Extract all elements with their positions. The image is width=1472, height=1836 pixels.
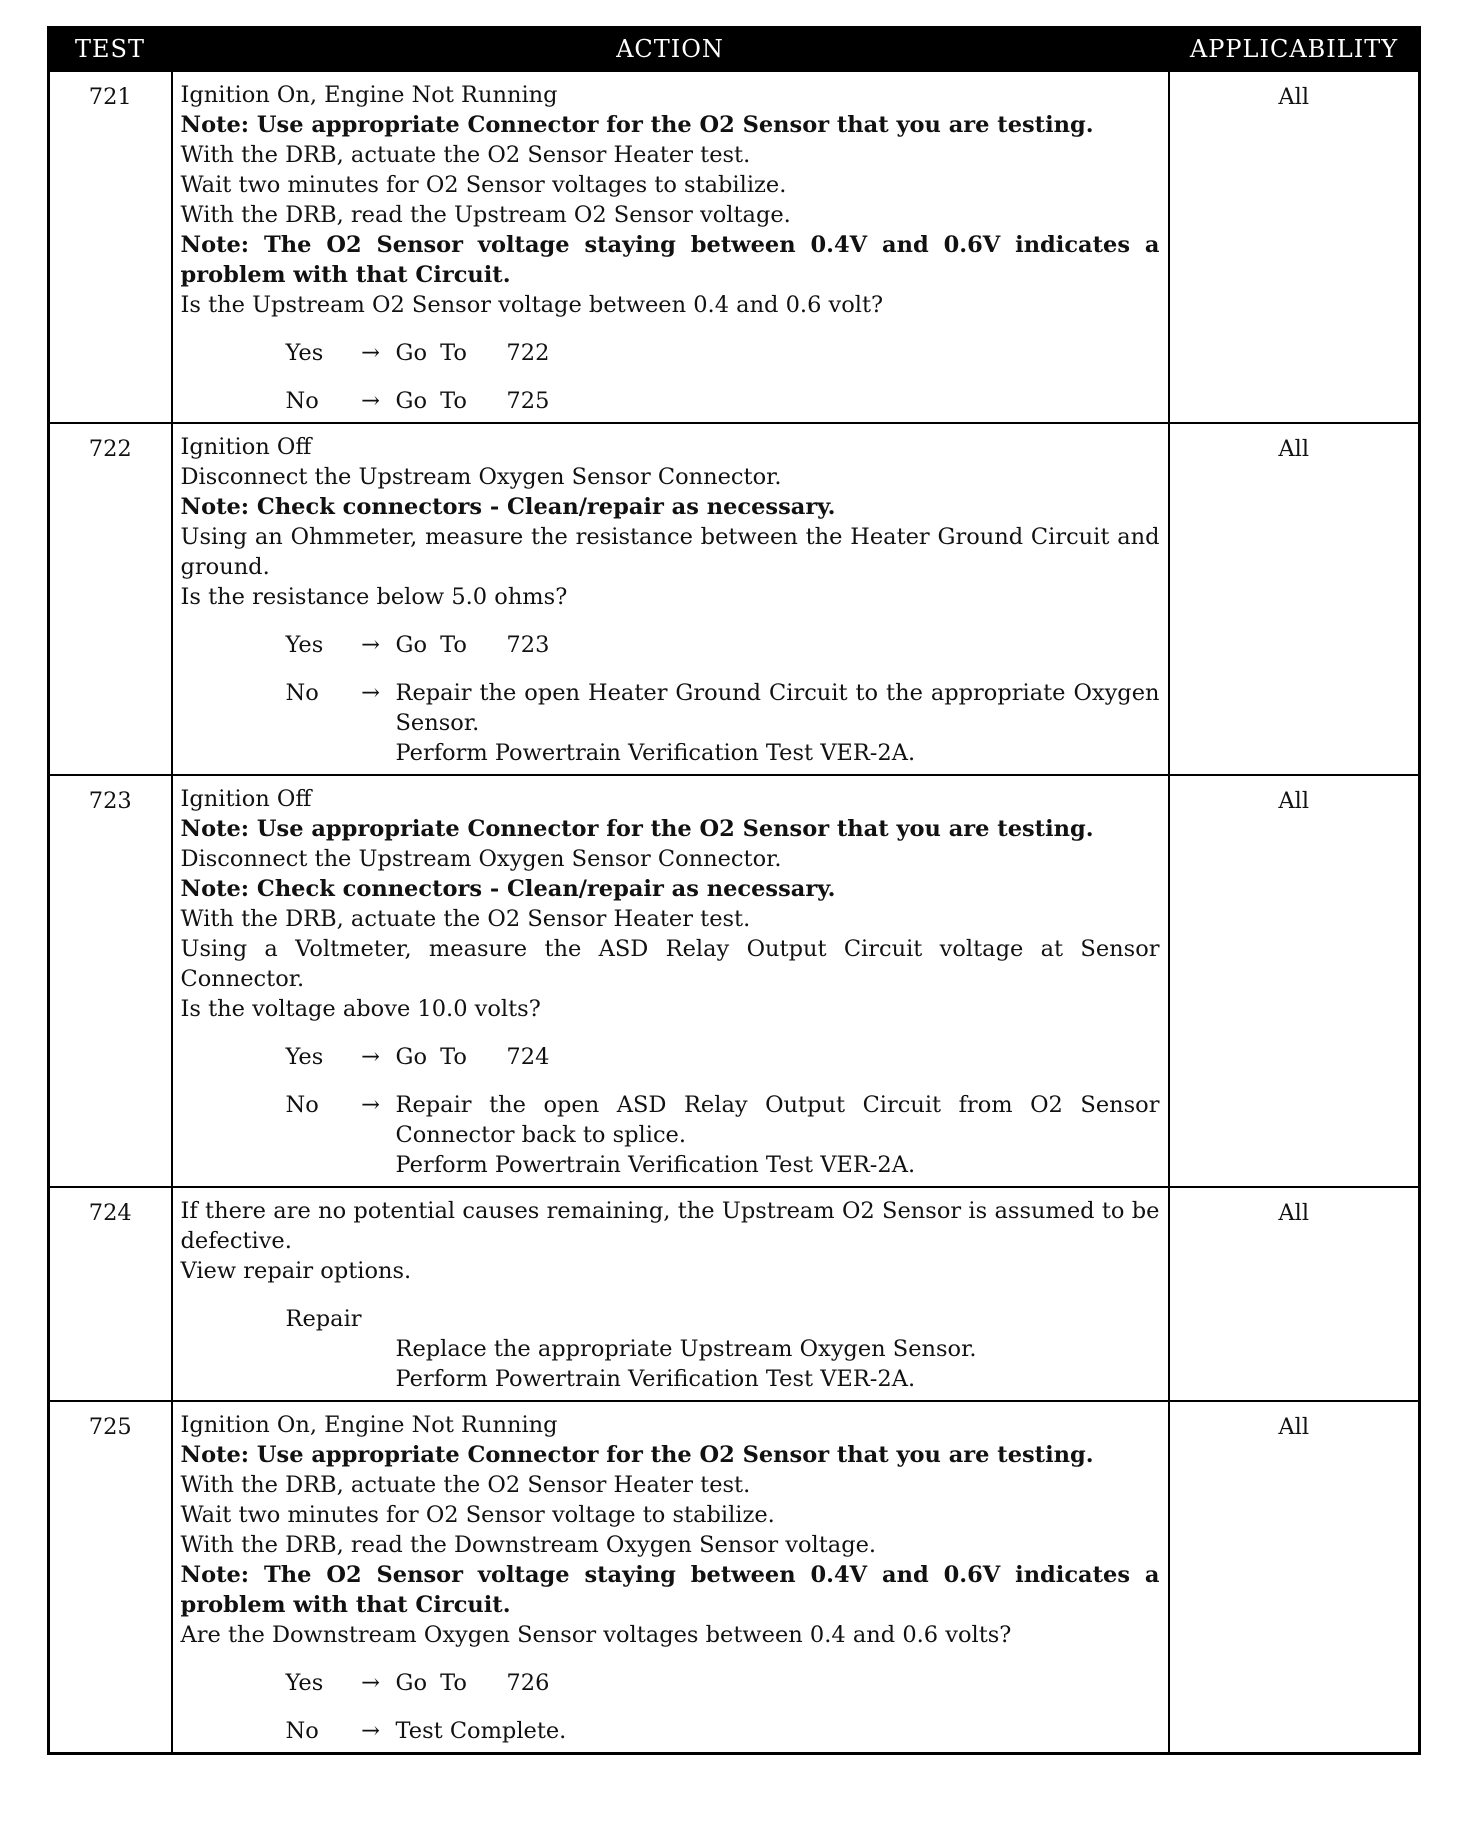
action-step: If there are no potential causes remaining, the Upstream O2 Sensor is assumed to be defective. [180, 1198, 1160, 1254]
option-result-line: Go To 723 [395, 632, 550, 658]
decision-option [181, 386, 1160, 416]
action-step: Ignition On, Engine Not Running [180, 1412, 558, 1438]
decision-option [181, 338, 1160, 368]
action-note: Note: The O2 Sensor voltage staying between 0.4V and 0.6V indicates a problem with that Circuit. [180, 1562, 1160, 1618]
option-result-line: Test Complete. [395, 1718, 567, 1744]
repair-label: Repair [285, 1306, 362, 1332]
option-result-line: Perform Powertrain Verification Test VER-2A. [395, 1152, 916, 1178]
action-step: Using an Ohmmeter, measure the resistance between the Heater Ground Circuit and ground. [180, 524, 1160, 580]
repair-step: Replace the appropriate Upstream Oxygen Sensor. [395, 1336, 977, 1362]
option-result-line: Go To 722 [395, 340, 550, 366]
action-step: Wait two minutes for O2 Sensor voltages to stabilize. [180, 172, 787, 198]
option-label: No [285, 1092, 319, 1118]
test-number: 721 [49, 71, 172, 424]
action-note: Note: Check connectors - Clean/repair as necessary. [180, 876, 836, 902]
action-step: Is the resistance below 5.0 ohms? [180, 584, 568, 610]
action-note: Note: Check connectors - Clean/repair as necessary. [180, 494, 836, 520]
decision-option [181, 1668, 1160, 1698]
test-number: 724 [49, 1187, 172, 1401]
diagnostic-test-table [47, 26, 1421, 1755]
option-label: Yes [285, 340, 324, 366]
action-note: Note: Use appropriate Connector for the O2 Sensor that you are testing. [180, 1442, 1094, 1468]
action-step: Wait two minutes for O2 Sensor voltage to stabilize. [180, 1502, 775, 1528]
option-result-line: Go To 726 [395, 1670, 550, 1696]
arrow-right-icon: → [361, 1044, 380, 1070]
option-label: Yes [285, 1044, 324, 1070]
table-row [49, 71, 1420, 424]
action-cell [172, 71, 1169, 424]
repair-step: Perform Powertrain Verification Test VER-2A. [395, 1366, 916, 1392]
option-result [396, 1668, 1160, 1698]
action-note: Note: Use appropriate Connector for the O2 Sensor that you are testing. [180, 112, 1094, 138]
action-step: Is the voltage above 10.0 volts? [180, 996, 541, 1022]
option-result-line: Perform Powertrain Verification Test VER-2A. [395, 740, 916, 766]
table-header-row [49, 28, 1420, 71]
test-number: 725 [49, 1401, 172, 1754]
action-step: With the DRB, actuate the O2 Sensor Heater test. [180, 1472, 751, 1498]
table-row [49, 775, 1420, 1187]
option-result [396, 338, 1160, 368]
decision-option [181, 630, 1160, 660]
action-cell [172, 423, 1169, 775]
arrow-right-icon: → [361, 388, 380, 414]
table-body [49, 71, 1420, 1754]
action-step: Ignition Off [180, 786, 312, 812]
table-row [49, 423, 1420, 775]
option-result [396, 678, 1160, 768]
action-note: Note: Use appropriate Connector for the O2 Sensor that you are testing. [180, 816, 1094, 842]
action-step: Ignition Off [180, 434, 312, 460]
action-step: Using a Voltmeter, measure the ASD Relay Output Circuit voltage at Sensor Connector. [180, 936, 1160, 992]
header-test: TEST [49, 28, 172, 71]
action-step: With the DRB, actuate the O2 Sensor Heater test. [180, 142, 751, 168]
option-label: Yes [285, 632, 324, 658]
option-result [396, 1042, 1160, 1072]
arrow-right-icon: → [361, 340, 380, 366]
action-cell [172, 775, 1169, 1187]
option-result [396, 630, 1160, 660]
decision-option [181, 678, 1160, 768]
decision-option [181, 1090, 1160, 1180]
action-step: With the DRB, read the Downstream Oxygen Sensor voltage. [180, 1532, 877, 1558]
option-result-line: Repair the open Heater Ground Circuit to the appropriate Oxygen Sensor. [395, 680, 1160, 736]
applicability: All [1169, 71, 1420, 424]
option-result [396, 1716, 1160, 1746]
diagnostic-test-table-sheet [47, 26, 1421, 1755]
option-label: No [285, 388, 319, 414]
decision-option [181, 1042, 1160, 1072]
table-row [49, 1401, 1420, 1754]
arrow-right-icon: → [361, 1092, 380, 1118]
action-cell [172, 1187, 1169, 1401]
action-step: Disconnect the Upstream Oxygen Sensor Connector. [180, 846, 782, 872]
test-number: 722 [49, 423, 172, 775]
option-label: No [285, 680, 319, 706]
action-step: View repair options. [180, 1258, 412, 1284]
action-step: Ignition On, Engine Not Running [180, 82, 558, 108]
option-result-line: Go To 725 [395, 388, 550, 414]
option-result [396, 386, 1160, 416]
applicability: All [1169, 423, 1420, 775]
action-step: Is the Upstream O2 Sensor voltage between 0.4 and 0.6 volt? [180, 292, 884, 318]
applicability: All [1169, 775, 1420, 1187]
action-step: With the DRB, read the Upstream O2 Sensor voltage. [180, 202, 791, 228]
option-result-line: Go To 724 [395, 1044, 550, 1070]
arrow-right-icon: → [361, 1718, 380, 1744]
arrow-right-icon: → [361, 632, 380, 658]
header-applicability: APPLICABILITY [1169, 28, 1420, 71]
action-cell [172, 1401, 1169, 1754]
test-number: 723 [49, 775, 172, 1187]
option-label: Yes [285, 1670, 324, 1696]
header-action: ACTION [172, 28, 1169, 71]
action-step: With the DRB, actuate the O2 Sensor Heater test. [180, 906, 751, 932]
option-result [396, 1090, 1160, 1180]
action-step: Are the Downstream Oxygen Sensor voltages between 0.4 and 0.6 volts? [180, 1622, 1012, 1648]
table-row [49, 1187, 1420, 1401]
arrow-right-icon: → [361, 680, 380, 706]
arrow-right-icon: → [361, 1670, 380, 1696]
option-result-line: Repair the open ASD Relay Output Circuit from O2 Sensor Connector back to splice. [395, 1092, 1160, 1148]
decision-option [181, 1716, 1160, 1746]
applicability: All [1169, 1401, 1420, 1754]
action-note: Note: The O2 Sensor voltage staying between 0.4V and 0.6V indicates a problem with that Circuit. [180, 232, 1160, 288]
option-label: No [285, 1718, 319, 1744]
applicability: All [1169, 1187, 1420, 1401]
action-step: Disconnect the Upstream Oxygen Sensor Connector. [180, 464, 782, 490]
